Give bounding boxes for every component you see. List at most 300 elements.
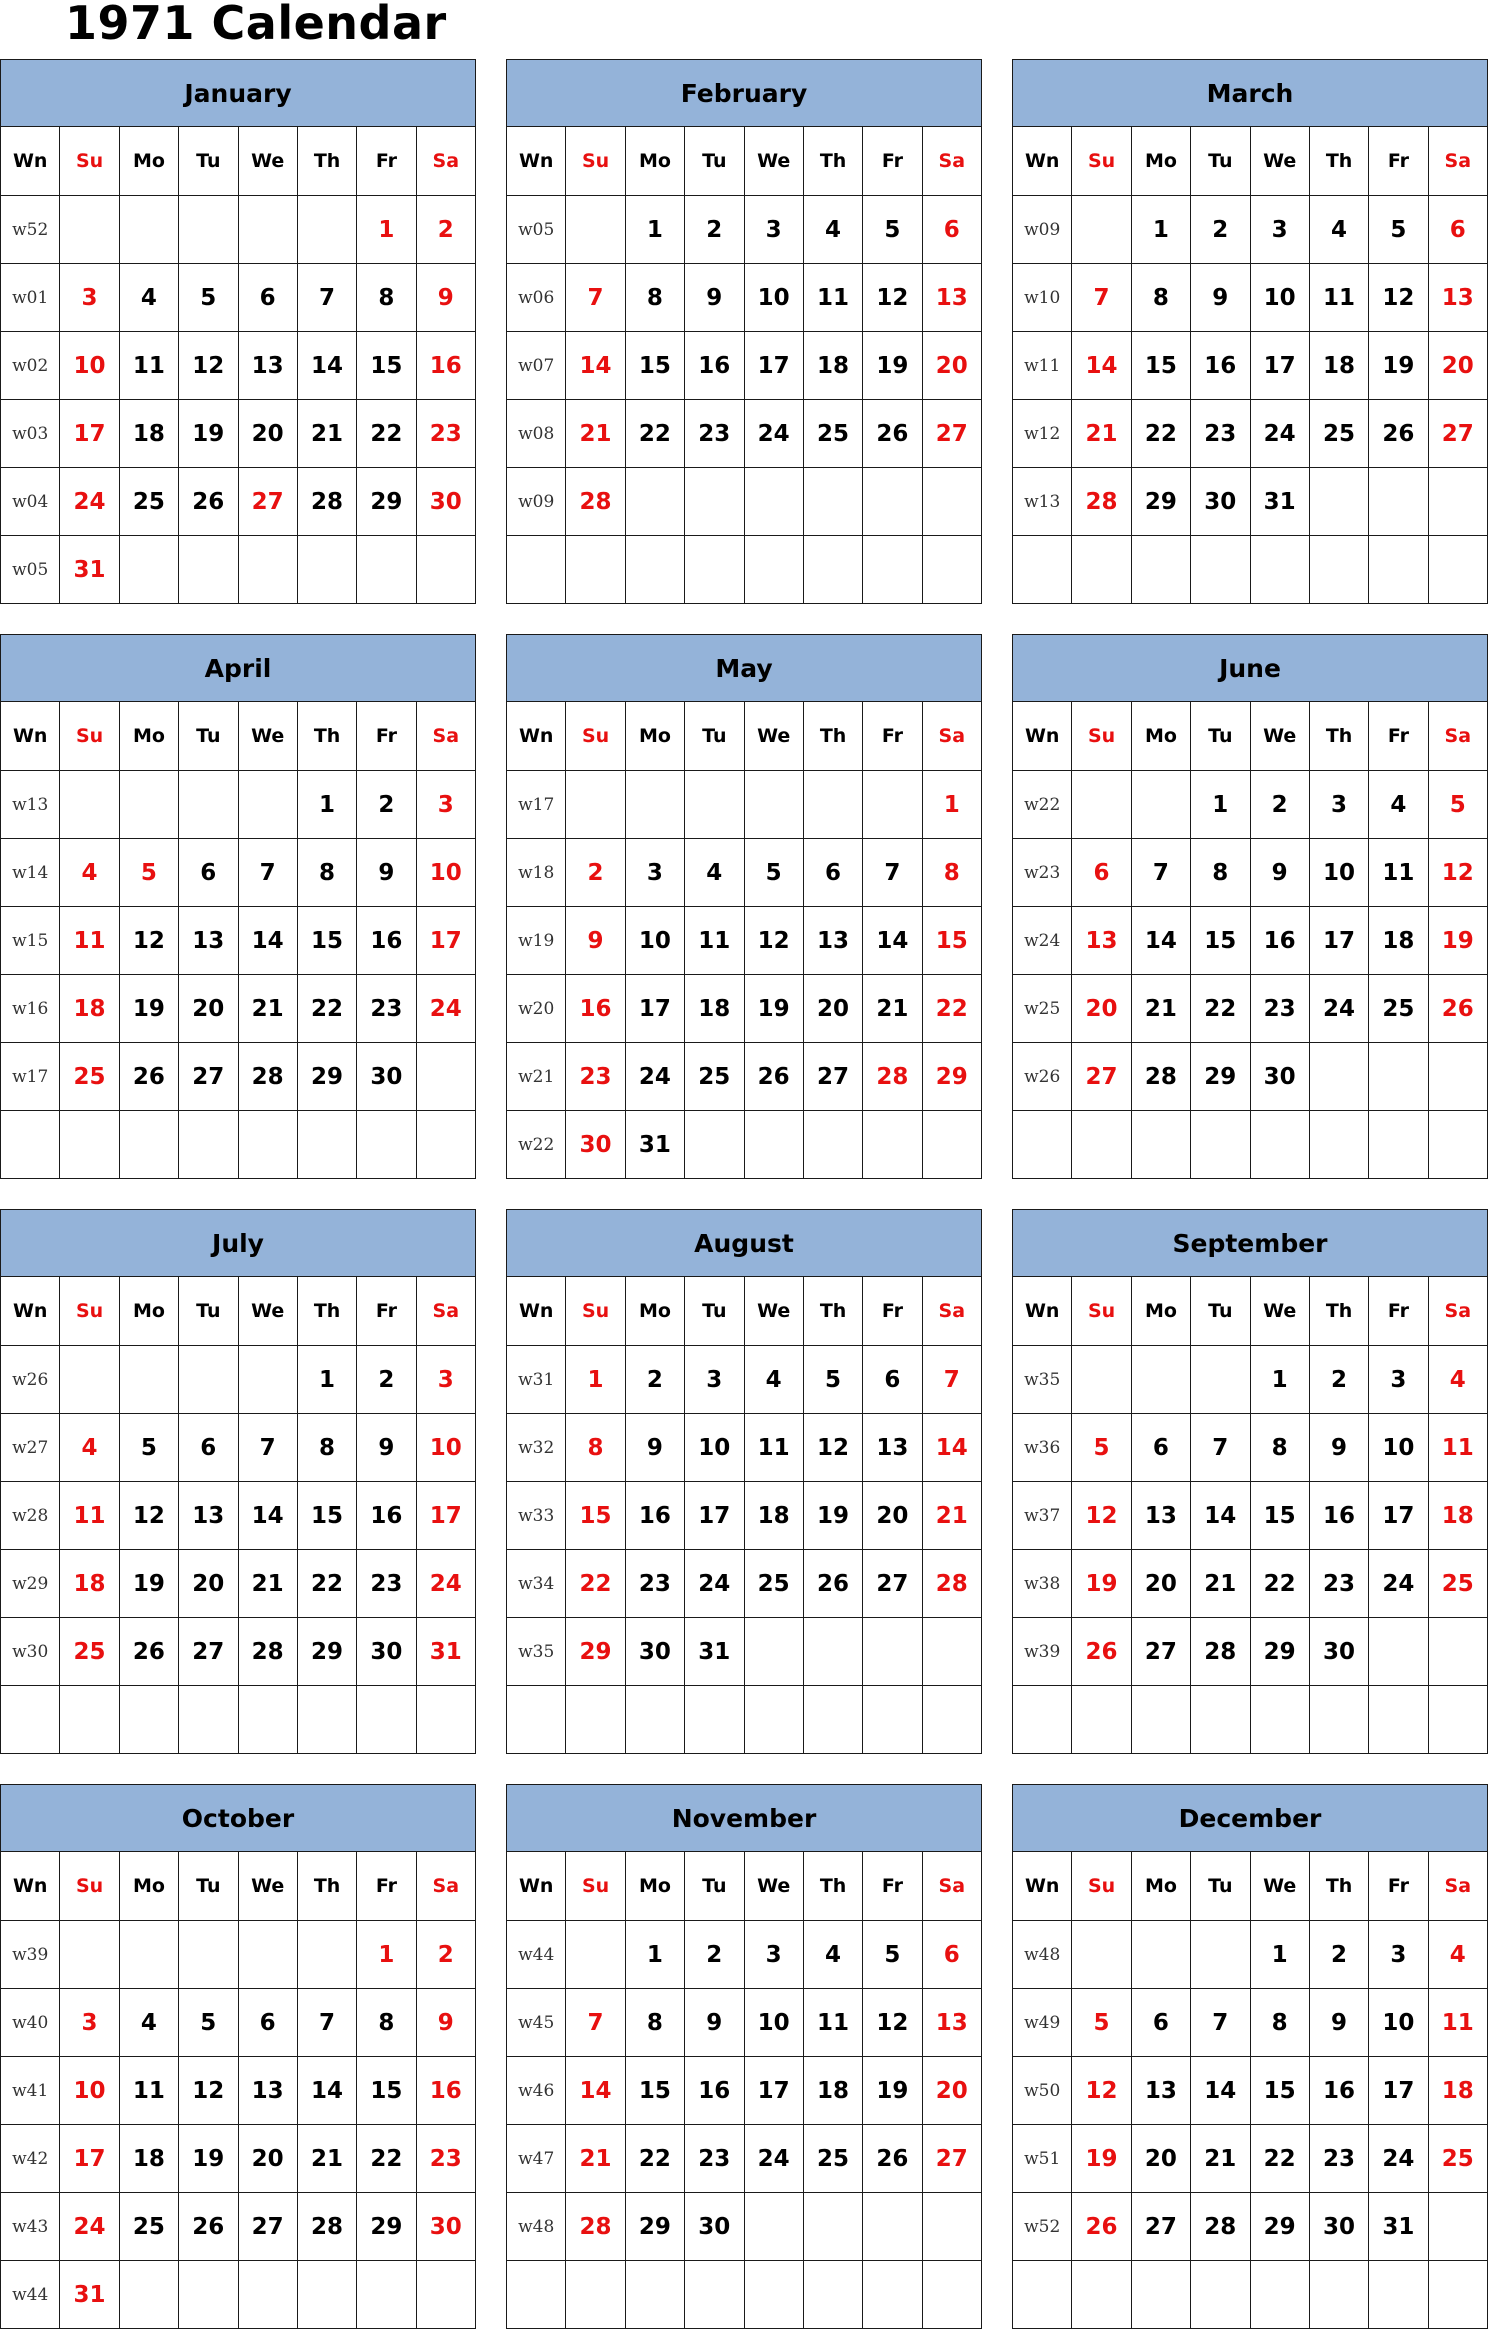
day-cell — [625, 1686, 684, 1754]
week-row — [1013, 536, 1488, 604]
day-cell — [1309, 1111, 1368, 1179]
weekday-header: We — [744, 702, 803, 771]
day-cell: 30 — [1250, 1043, 1309, 1111]
day-cell: 18 — [1309, 332, 1368, 400]
day-cell: 5 — [1072, 1989, 1131, 2057]
day-cell: 9 — [1250, 839, 1309, 907]
day-cell — [1131, 1921, 1190, 1989]
day-cell: 31 — [60, 2261, 119, 2329]
day-cell: 2 — [357, 1346, 416, 1414]
day-cell: 18 — [803, 2057, 862, 2125]
day-cell — [357, 536, 416, 604]
day-cell — [1250, 536, 1309, 604]
day-cell: 3 — [416, 1346, 475, 1414]
day-cell: 22 — [1191, 975, 1250, 1043]
weekday-header: Sa — [922, 1852, 981, 1921]
day-cell: 8 — [1131, 264, 1190, 332]
week-row — [1, 332, 476, 400]
week-number: w05 — [1, 536, 60, 604]
day-cell: 18 — [803, 332, 862, 400]
day-cell: 19 — [179, 2125, 238, 2193]
day-cell: 27 — [1131, 2193, 1190, 2261]
week-row — [1013, 1989, 1488, 2057]
day-cell: 19 — [863, 332, 922, 400]
day-cell: 23 — [685, 400, 744, 468]
day-cell: 25 — [1369, 975, 1428, 1043]
weekday-header: Tu — [685, 1277, 744, 1346]
day-cell: 17 — [416, 1482, 475, 1550]
day-cell — [744, 536, 803, 604]
day-cell: 11 — [685, 907, 744, 975]
day-cell: 26 — [863, 400, 922, 468]
day-cell — [744, 1111, 803, 1179]
month-name: January — [1, 60, 476, 127]
month-name: July — [1, 1210, 476, 1277]
day-cell — [1428, 2261, 1487, 2329]
day-cell: 18 — [119, 2125, 178, 2193]
day-cell: 30 — [416, 468, 475, 536]
weekday-header: Fr — [863, 702, 922, 771]
day-cell — [1369, 1686, 1428, 1754]
weekday-header: We — [1250, 127, 1309, 196]
day-cell: 17 — [1309, 907, 1368, 975]
month-august — [506, 1209, 982, 1751]
weekday-header: Sa — [922, 702, 981, 771]
week-row — [507, 1482, 982, 1550]
weekday-header: Fr — [1369, 702, 1428, 771]
day-cell: 2 — [566, 839, 625, 907]
day-cell: 20 — [179, 1550, 238, 1618]
week-row — [1013, 1346, 1488, 1414]
weekday-header: Su — [60, 1277, 119, 1346]
week-row — [507, 332, 982, 400]
day-cell: 12 — [863, 264, 922, 332]
day-cell: 9 — [416, 264, 475, 332]
day-cell — [685, 1111, 744, 1179]
day-cell: 16 — [1309, 1482, 1368, 1550]
month-july — [0, 1209, 476, 1751]
day-cell — [685, 536, 744, 604]
month-name: June — [1013, 635, 1488, 702]
day-cell — [297, 1686, 356, 1754]
week-number: w17 — [507, 771, 566, 839]
day-cell: 4 — [60, 1414, 119, 1482]
weekday-header: Sa — [416, 1277, 475, 1346]
day-cell: 17 — [60, 2125, 119, 2193]
day-cell: 17 — [416, 907, 475, 975]
day-cell: 29 — [625, 2193, 684, 2261]
day-cell: 12 — [179, 332, 238, 400]
day-cell: 16 — [357, 1482, 416, 1550]
weekday-header: Sa — [922, 127, 981, 196]
weekday-header: Mo — [119, 702, 178, 771]
day-cell — [803, 536, 862, 604]
day-cell — [1072, 1921, 1131, 1989]
day-cell: 16 — [566, 975, 625, 1043]
day-cell — [803, 1686, 862, 1754]
week-number-header: Wn — [1013, 1852, 1072, 1921]
week-row — [507, 1921, 982, 1989]
week-row — [1013, 1550, 1488, 1618]
day-cell: 14 — [1191, 1482, 1250, 1550]
day-cell: 23 — [685, 2125, 744, 2193]
day-cell: 17 — [744, 2057, 803, 2125]
day-cell: 7 — [297, 264, 356, 332]
day-cell: 16 — [1309, 2057, 1368, 2125]
day-cell — [863, 1618, 922, 1686]
week-number: w18 — [507, 839, 566, 907]
week-number-header: Wn — [1013, 1277, 1072, 1346]
day-cell: 6 — [1131, 1989, 1190, 2057]
weekday-header: Mo — [625, 1277, 684, 1346]
day-cell: 3 — [1369, 1921, 1428, 1989]
day-cell: 13 — [803, 907, 862, 975]
weekday-header: Tu — [179, 1852, 238, 1921]
day-cell: 5 — [803, 1346, 862, 1414]
day-cell: 30 — [685, 2193, 744, 2261]
day-cell — [1428, 468, 1487, 536]
day-cell: 29 — [1250, 2193, 1309, 2261]
day-cell: 2 — [685, 196, 744, 264]
day-cell: 27 — [803, 1043, 862, 1111]
day-cell: 5 — [119, 839, 178, 907]
day-cell — [416, 1111, 475, 1179]
weekday-header: Fr — [357, 1852, 416, 1921]
day-cell — [297, 536, 356, 604]
weekday-header: Tu — [685, 702, 744, 771]
week-row — [507, 400, 982, 468]
day-cell: 25 — [1428, 1550, 1487, 1618]
weekday-header: Fr — [863, 1277, 922, 1346]
day-cell — [922, 1618, 981, 1686]
week-row — [507, 1346, 982, 1414]
day-cell: 14 — [1131, 907, 1190, 975]
day-cell: 1 — [1250, 1921, 1309, 1989]
day-cell: 20 — [863, 1482, 922, 1550]
day-cell — [1428, 2193, 1487, 2261]
day-cell: 24 — [60, 468, 119, 536]
week-number: w13 — [1, 771, 60, 839]
day-cell — [922, 2193, 981, 2261]
day-cell: 5 — [1428, 771, 1487, 839]
day-cell: 14 — [238, 1482, 297, 1550]
weekday-header: Mo — [625, 127, 684, 196]
week-row — [507, 839, 982, 907]
day-cell: 14 — [1191, 2057, 1250, 2125]
week-row — [1013, 400, 1488, 468]
day-cell: 30 — [566, 1111, 625, 1179]
month-table — [1012, 1209, 1488, 1754]
day-cell: 9 — [566, 907, 625, 975]
day-cell: 19 — [1369, 332, 1428, 400]
day-cell — [238, 196, 297, 264]
week-number-header: Wn — [507, 702, 566, 771]
day-cell: 11 — [1428, 1989, 1487, 2057]
day-cell: 21 — [1131, 975, 1190, 1043]
day-cell: 27 — [863, 1550, 922, 1618]
day-cell: 6 — [1428, 196, 1487, 264]
week-number: w11 — [1013, 332, 1072, 400]
weekday-header: Fr — [357, 127, 416, 196]
day-cell: 11 — [1369, 839, 1428, 907]
week-row — [1, 2125, 476, 2193]
week-row — [1, 1111, 476, 1179]
day-cell: 29 — [357, 468, 416, 536]
day-cell: 28 — [566, 468, 625, 536]
day-cell — [863, 2261, 922, 2329]
day-cell: 6 — [179, 839, 238, 907]
day-cell: 7 — [297, 1989, 356, 2057]
day-cell: 20 — [238, 2125, 297, 2193]
day-cell: 24 — [1369, 2125, 1428, 2193]
day-cell: 21 — [1191, 2125, 1250, 2193]
day-cell: 3 — [1369, 1346, 1428, 1414]
day-cell — [863, 771, 922, 839]
month-table — [1012, 1784, 1488, 2329]
day-cell: 26 — [119, 1043, 178, 1111]
week-number-header: Wn — [1013, 127, 1072, 196]
day-cell: 8 — [566, 1414, 625, 1482]
day-cell: 8 — [1250, 1989, 1309, 2057]
day-cell: 13 — [922, 1989, 981, 2057]
day-cell: 1 — [1191, 771, 1250, 839]
week-number — [507, 536, 566, 604]
day-cell: 5 — [119, 1414, 178, 1482]
weekday-header: Th — [297, 127, 356, 196]
day-cell: 14 — [863, 907, 922, 975]
month-table — [0, 634, 476, 1179]
day-cell: 29 — [357, 2193, 416, 2261]
week-row — [1013, 839, 1488, 907]
weekday-header: We — [238, 127, 297, 196]
week-number: w41 — [1, 2057, 60, 2125]
weekday-header: Mo — [119, 127, 178, 196]
day-cell: 10 — [60, 332, 119, 400]
week-number: w40 — [1, 1989, 60, 2057]
day-cell: 27 — [922, 2125, 981, 2193]
month-april — [0, 634, 476, 1176]
week-number: w51 — [1013, 2125, 1072, 2193]
day-cell — [297, 1921, 356, 1989]
day-cell: 1 — [357, 196, 416, 264]
day-cell: 16 — [685, 332, 744, 400]
day-cell: 26 — [1072, 1618, 1131, 1686]
day-cell: 19 — [119, 975, 178, 1043]
day-cell: 15 — [297, 907, 356, 975]
month-march — [1012, 59, 1488, 601]
day-cell: 24 — [416, 975, 475, 1043]
day-cell: 13 — [179, 907, 238, 975]
weekday-header: We — [744, 1277, 803, 1346]
day-cell: 2 — [416, 196, 475, 264]
weekday-header: Tu — [179, 702, 238, 771]
day-cell: 18 — [60, 975, 119, 1043]
day-cell: 18 — [119, 400, 178, 468]
weekday-header: Fr — [357, 702, 416, 771]
weekday-header: Tu — [179, 1277, 238, 1346]
day-cell: 23 — [1191, 400, 1250, 468]
week-number — [1013, 1686, 1072, 1754]
month-june — [1012, 634, 1488, 1176]
day-cell: 20 — [922, 332, 981, 400]
day-cell: 15 — [1250, 2057, 1309, 2125]
day-cell — [922, 536, 981, 604]
week-row — [1013, 1618, 1488, 1686]
day-cell: 16 — [625, 1482, 684, 1550]
day-cell: 5 — [863, 196, 922, 264]
day-cell — [625, 771, 684, 839]
month-name: August — [507, 1210, 982, 1277]
day-cell: 17 — [60, 400, 119, 468]
weekday-header: Su — [1072, 702, 1131, 771]
day-cell: 19 — [803, 1482, 862, 1550]
week-number: w34 — [507, 1550, 566, 1618]
day-cell — [863, 536, 922, 604]
day-cell: 22 — [625, 400, 684, 468]
day-cell: 24 — [744, 2125, 803, 2193]
day-cell: 29 — [922, 1043, 981, 1111]
day-cell: 27 — [1131, 1618, 1190, 1686]
week-row — [1013, 1111, 1488, 1179]
day-cell — [1369, 1618, 1428, 1686]
week-row — [1, 2057, 476, 2125]
week-row — [1, 2193, 476, 2261]
week-row — [507, 771, 982, 839]
week-row — [1, 264, 476, 332]
day-cell: 25 — [803, 400, 862, 468]
day-cell: 9 — [685, 264, 744, 332]
day-cell — [1428, 536, 1487, 604]
day-cell — [119, 536, 178, 604]
day-cell — [1072, 771, 1131, 839]
day-cell: 8 — [625, 1989, 684, 2057]
weekday-header: Th — [1309, 1277, 1368, 1346]
day-cell: 10 — [1309, 839, 1368, 907]
day-cell — [179, 1686, 238, 1754]
week-number: w48 — [1013, 1921, 1072, 1989]
day-cell — [179, 536, 238, 604]
weekday-header: Su — [60, 1852, 119, 1921]
day-cell: 17 — [1369, 2057, 1428, 2125]
day-cell: 29 — [297, 1043, 356, 1111]
day-cell: 9 — [357, 839, 416, 907]
weekday-header: Th — [803, 127, 862, 196]
day-cell: 22 — [1131, 400, 1190, 468]
day-cell: 11 — [744, 1414, 803, 1482]
week-row — [1013, 2125, 1488, 2193]
week-number: w26 — [1013, 1043, 1072, 1111]
day-cell: 16 — [357, 907, 416, 975]
weekday-header: Mo — [1131, 1852, 1190, 1921]
day-cell: 11 — [119, 332, 178, 400]
day-cell: 19 — [863, 2057, 922, 2125]
day-cell: 1 — [625, 1921, 684, 1989]
day-cell — [357, 1111, 416, 1179]
day-cell — [1072, 2261, 1131, 2329]
day-cell: 31 — [416, 1618, 475, 1686]
day-cell: 21 — [566, 400, 625, 468]
day-cell: 18 — [744, 1482, 803, 1550]
day-cell: 20 — [238, 400, 297, 468]
week-number: w47 — [507, 2125, 566, 2193]
week-number: w31 — [507, 1346, 566, 1414]
day-cell: 18 — [1369, 907, 1428, 975]
day-cell — [566, 1686, 625, 1754]
week-number: w06 — [507, 264, 566, 332]
day-cell: 11 — [1428, 1414, 1487, 1482]
day-cell: 7 — [1131, 839, 1190, 907]
day-cell: 15 — [357, 2057, 416, 2125]
day-cell — [625, 468, 684, 536]
day-cell — [179, 196, 238, 264]
week-number: w08 — [507, 400, 566, 468]
week-row — [1013, 1482, 1488, 1550]
weekday-header: Fr — [863, 127, 922, 196]
week-number: w52 — [1013, 2193, 1072, 2261]
week-number: w52 — [1, 196, 60, 264]
day-cell: 4 — [744, 1346, 803, 1414]
day-cell: 6 — [1072, 839, 1131, 907]
week-number: w42 — [1, 2125, 60, 2193]
month-january — [0, 59, 476, 601]
day-cell: 28 — [297, 2193, 356, 2261]
day-cell: 29 — [1191, 1043, 1250, 1111]
day-cell — [566, 536, 625, 604]
day-cell: 24 — [416, 1550, 475, 1618]
day-cell — [416, 1043, 475, 1111]
day-cell: 16 — [685, 2057, 744, 2125]
week-row — [1013, 2057, 1488, 2125]
day-cell: 25 — [803, 2125, 862, 2193]
day-cell: 18 — [1428, 1482, 1487, 1550]
day-cell: 26 — [744, 1043, 803, 1111]
week-number: w45 — [507, 1989, 566, 2057]
week-number: w05 — [507, 196, 566, 264]
week-row — [1, 1482, 476, 1550]
day-cell: 15 — [922, 907, 981, 975]
weekday-header: Sa — [416, 702, 475, 771]
week-row — [507, 1989, 982, 2057]
month-name: February — [507, 60, 982, 127]
day-cell: 29 — [1250, 1618, 1309, 1686]
weekday-header: Mo — [1131, 1277, 1190, 1346]
day-cell: 23 — [1309, 1550, 1368, 1618]
day-cell — [297, 2261, 356, 2329]
day-cell: 31 — [1250, 468, 1309, 536]
weekday-header: Tu — [179, 127, 238, 196]
day-cell: 28 — [238, 1043, 297, 1111]
week-number: w04 — [1, 468, 60, 536]
week-number: w24 — [1013, 907, 1072, 975]
day-cell: 4 — [1428, 1346, 1487, 1414]
day-cell: 14 — [922, 1414, 981, 1482]
weekday-header: Tu — [1191, 1277, 1250, 1346]
day-cell: 26 — [119, 1618, 178, 1686]
week-row — [1, 975, 476, 1043]
day-cell: 7 — [1191, 1989, 1250, 2057]
day-cell — [179, 2261, 238, 2329]
day-cell: 12 — [119, 907, 178, 975]
day-cell: 4 — [1309, 196, 1368, 264]
day-cell: 31 — [60, 536, 119, 604]
day-cell: 12 — [744, 907, 803, 975]
month-table — [1012, 59, 1488, 604]
day-cell — [566, 2261, 625, 2329]
day-cell: 5 — [179, 264, 238, 332]
week-number: w26 — [1, 1346, 60, 1414]
week-row — [1, 1346, 476, 1414]
day-cell: 7 — [238, 839, 297, 907]
